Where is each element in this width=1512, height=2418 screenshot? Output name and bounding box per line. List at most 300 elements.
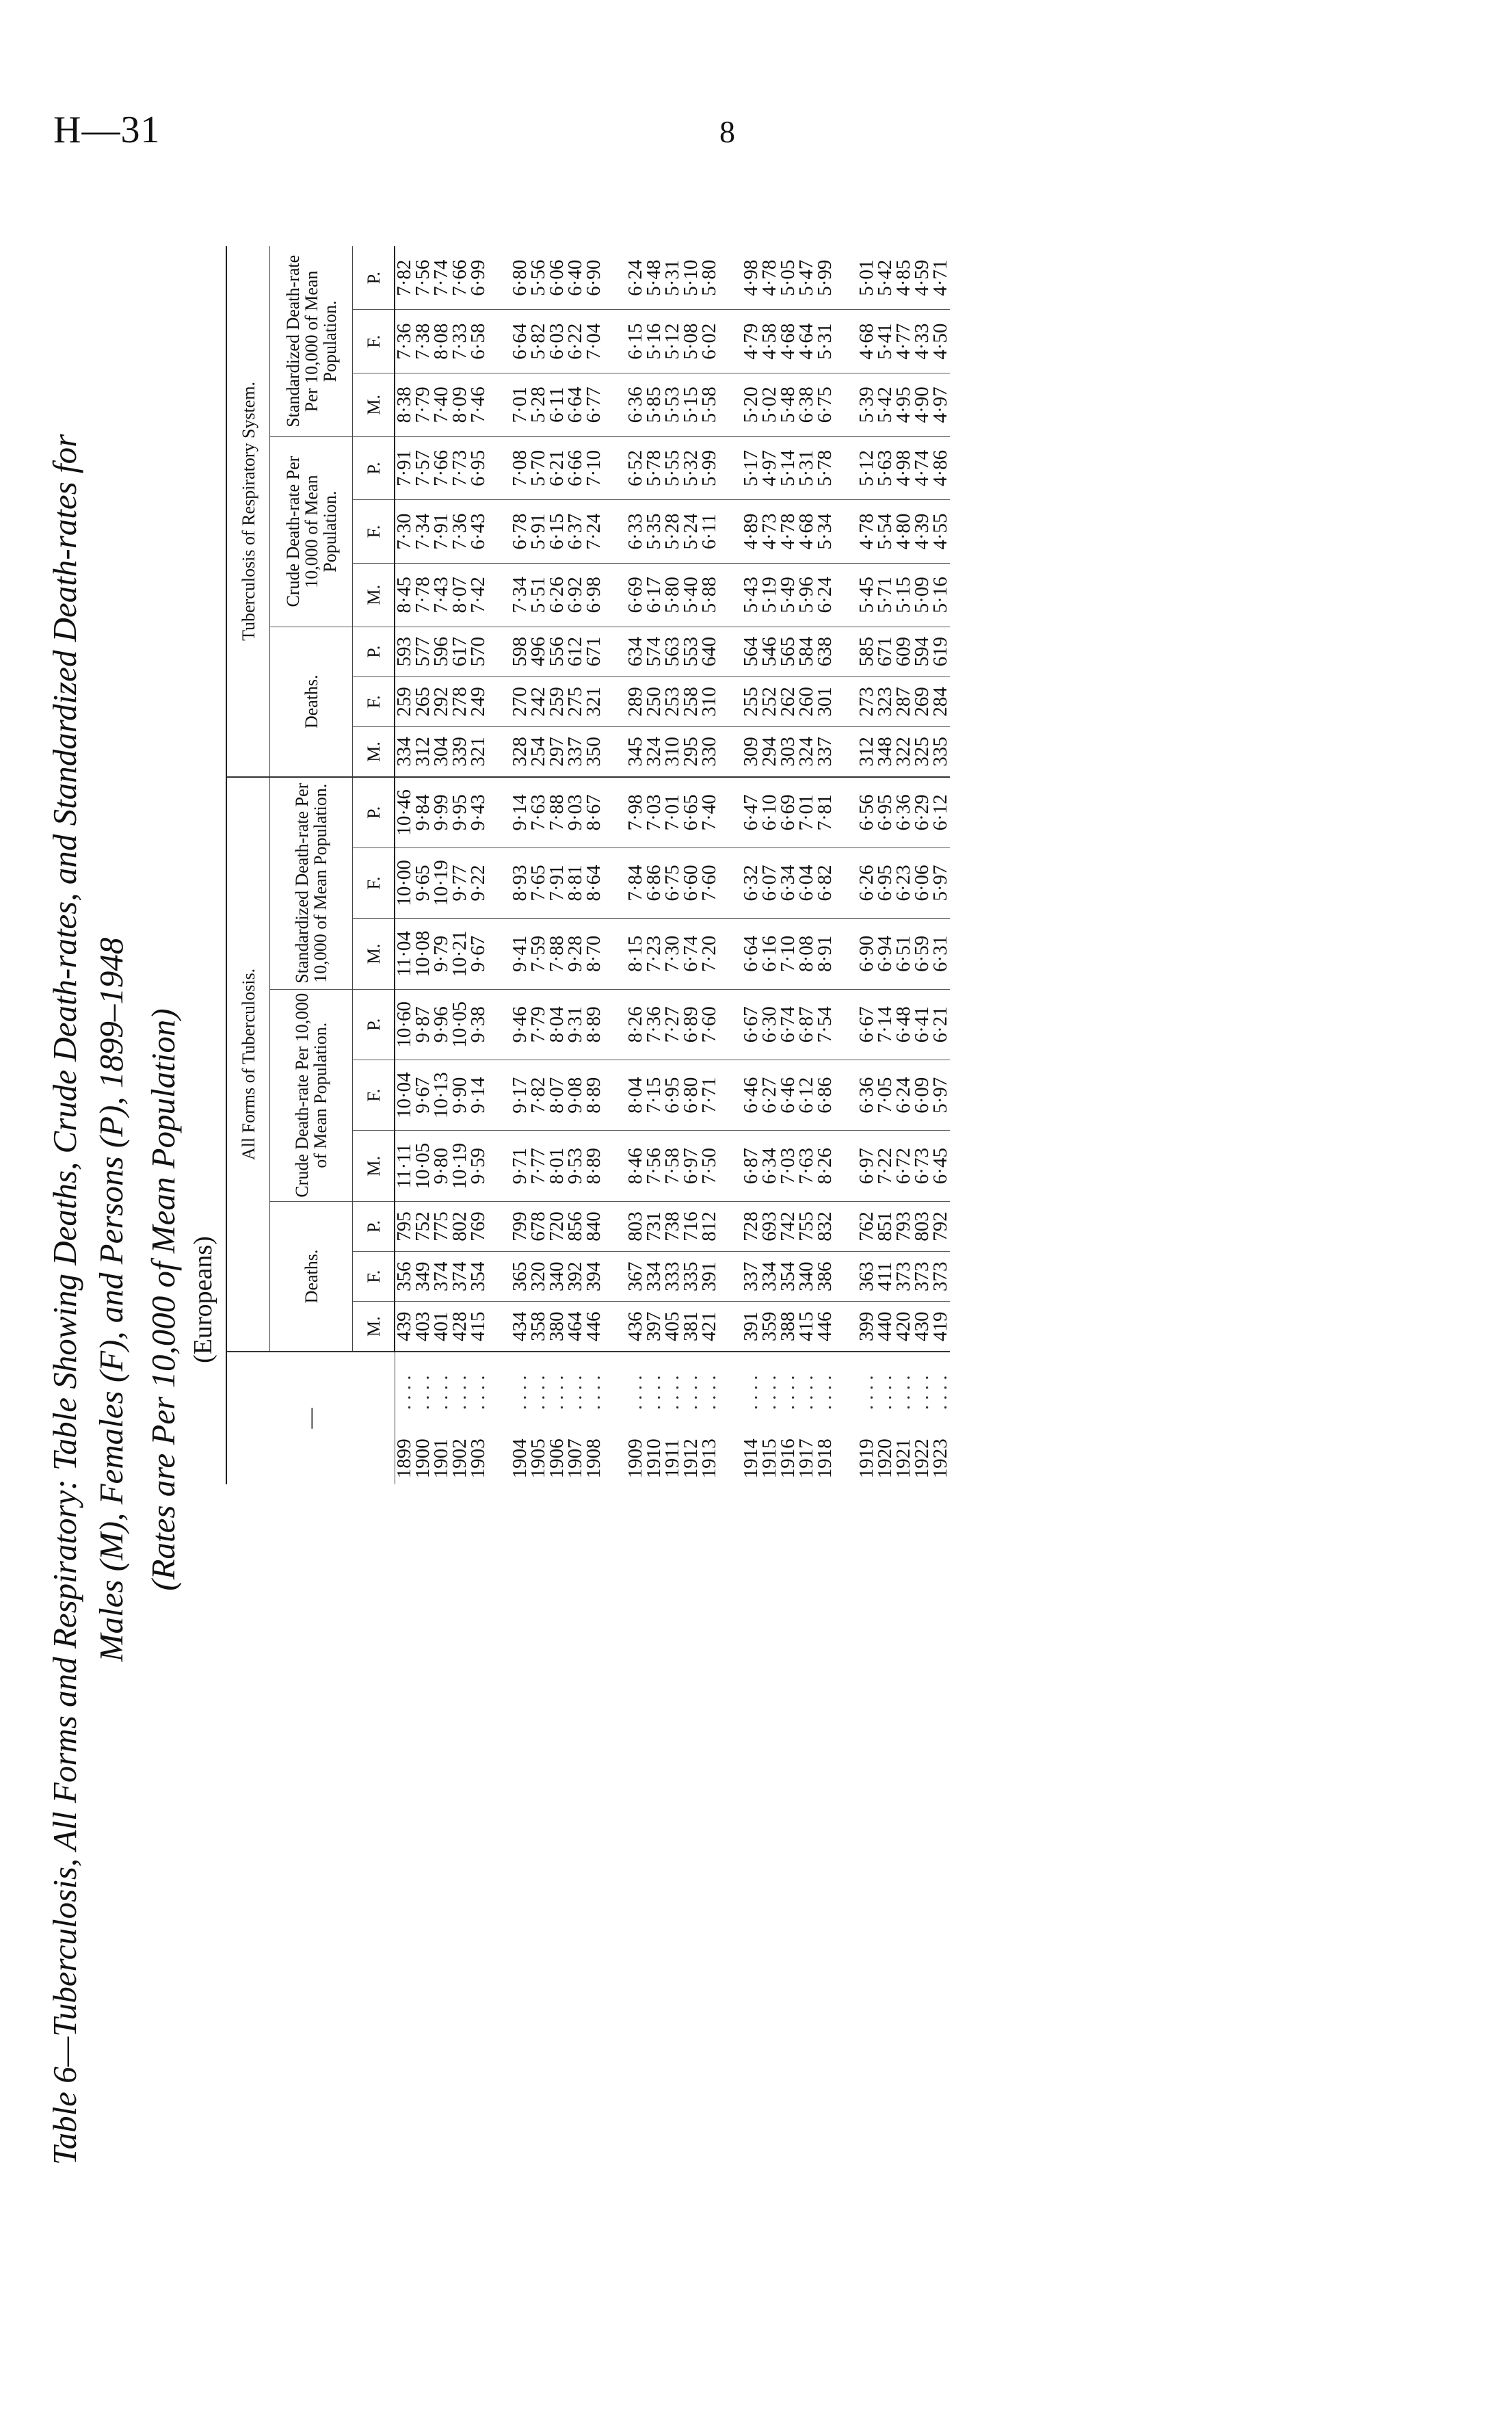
value-cell: 446 xyxy=(816,1302,834,1352)
value-cell: 762 xyxy=(858,1201,876,1251)
value-cell: 310 xyxy=(663,727,682,777)
value-cell: 678 xyxy=(529,1201,548,1251)
year-cell: 1915 xyxy=(758,1438,780,1479)
value-cell: 11·11 xyxy=(395,1131,414,1201)
value-cell: 6·16 xyxy=(760,919,779,989)
value-cell: 354 xyxy=(469,1252,488,1302)
value-cell: 312 xyxy=(414,727,432,777)
value-cell: 7·78 xyxy=(414,563,432,627)
value-cell: 4·33 xyxy=(913,310,931,373)
value-cell: 6·99 xyxy=(469,246,488,310)
value-cell: 242 xyxy=(529,676,548,726)
value-cell: 9·71 xyxy=(511,1131,529,1201)
table-row xyxy=(469,246,488,1484)
leader-dots: . . . . xyxy=(509,1375,531,1410)
deaths-header-all: Deaths. xyxy=(270,1201,353,1352)
value-cell: 335 xyxy=(682,1252,700,1302)
value-cell: 856 xyxy=(566,1201,585,1251)
value-cell: 334 xyxy=(760,1252,779,1302)
value-cell: 564 xyxy=(742,627,760,676)
value-cell: 4·68 xyxy=(797,500,816,564)
value-cell: 8·45 xyxy=(395,563,414,627)
value-cell: 6·59 xyxy=(913,919,931,989)
value-cell: 5·35 xyxy=(645,500,663,564)
value-cell: 405 xyxy=(663,1302,682,1352)
value-cell: 9·90 xyxy=(451,1060,469,1131)
value-cell: 5·54 xyxy=(876,500,894,564)
value-cell: 8·01 xyxy=(548,1131,566,1201)
value-cell: 5·51 xyxy=(529,563,548,627)
value-cell: 8·09 xyxy=(451,373,469,436)
value-cell: 4·97 xyxy=(760,436,779,500)
col-m: M. xyxy=(353,727,395,777)
value-cell: 9·95 xyxy=(451,777,469,847)
value-cell: 340 xyxy=(797,1252,816,1302)
value-cell: 321 xyxy=(469,727,488,777)
value-cell: 4·58 xyxy=(760,310,779,373)
value-cell: 6·27 xyxy=(760,1060,779,1131)
value-cell: 5·28 xyxy=(663,500,682,564)
value-cell: 598 xyxy=(511,627,529,676)
value-cell: 5·80 xyxy=(700,246,719,310)
value-cell: 4·78 xyxy=(760,246,779,310)
value-cell: 9·31 xyxy=(566,989,585,1060)
value-cell: 6·89 xyxy=(682,989,700,1060)
value-cell: 7·54 xyxy=(816,989,834,1060)
value-cell: 415 xyxy=(469,1302,488,1352)
value-cell: 6·31 xyxy=(931,919,950,989)
value-cell: 5·55 xyxy=(663,436,682,500)
value-cell: 6·07 xyxy=(760,847,779,918)
value-cell: 333 xyxy=(663,1252,682,1302)
value-cell: 287 xyxy=(894,676,913,726)
value-cell: 612 xyxy=(566,627,585,676)
table-row xyxy=(548,246,566,1484)
value-cell: 6·38 xyxy=(797,373,816,436)
value-cell: 6·80 xyxy=(511,246,529,310)
value-cell: 640 xyxy=(700,627,719,676)
col-m: M. xyxy=(353,919,395,989)
value-cell: 345 xyxy=(626,727,645,777)
value-cell: 297 xyxy=(548,727,566,777)
value-cell: 9·53 xyxy=(566,1131,585,1201)
value-cell: 4·78 xyxy=(858,500,876,564)
table-row xyxy=(663,246,682,1484)
value-cell: 249 xyxy=(469,676,488,726)
value-cell: 6·24 xyxy=(626,246,645,310)
leader-dots: . . . . xyxy=(814,1375,836,1410)
value-cell: 8·64 xyxy=(585,847,603,918)
value-cell: 5·48 xyxy=(779,373,797,436)
value-cell: 5·28 xyxy=(529,373,548,436)
leader-dots: . . . . xyxy=(393,1375,415,1410)
table-row xyxy=(816,246,834,1484)
value-cell: 8·93 xyxy=(511,847,529,918)
value-cell: 596 xyxy=(432,627,451,676)
value-cell: 6·45 xyxy=(931,1131,950,1201)
table-row xyxy=(529,246,548,1484)
value-cell: 6·78 xyxy=(511,500,529,564)
year-cell: 1911 xyxy=(661,1438,683,1478)
value-cell: 10·60 xyxy=(395,989,414,1060)
tuberculosis-table xyxy=(226,246,950,1484)
value-cell: 5·40 xyxy=(682,563,700,627)
value-cell: 5·01 xyxy=(858,246,876,310)
leader-dots: . . . . xyxy=(758,1375,780,1410)
value-cell: 5·10 xyxy=(682,246,700,310)
value-cell: 7·82 xyxy=(395,246,414,310)
year-cell: 1923 xyxy=(929,1438,951,1479)
value-cell: 262 xyxy=(779,676,797,726)
value-cell: 260 xyxy=(797,676,816,726)
value-cell: 5·31 xyxy=(797,436,816,500)
value-cell: 6·12 xyxy=(931,777,950,847)
value-cell: 6·90 xyxy=(585,246,603,310)
value-cell: 9·80 xyxy=(432,1131,451,1201)
value-cell: 8·07 xyxy=(548,1060,566,1131)
value-cell: 7·04 xyxy=(585,310,603,373)
value-cell: 6·87 xyxy=(797,989,816,1060)
value-cell: 851 xyxy=(876,1201,894,1251)
value-cell: 4·50 xyxy=(931,310,950,373)
value-cell: 7·98 xyxy=(626,777,645,847)
value-cell: 7·22 xyxy=(876,1131,894,1201)
value-cell: 671 xyxy=(585,627,603,676)
value-cell: 446 xyxy=(585,1302,603,1352)
table-row xyxy=(858,246,876,1484)
col-p: P. xyxy=(353,436,395,500)
value-cell: 7·01 xyxy=(797,777,816,847)
value-cell: 6·24 xyxy=(816,563,834,627)
leader-dots: . . . . xyxy=(527,1375,549,1410)
value-cell: 6·86 xyxy=(816,1060,834,1131)
page-identifier: H—31 xyxy=(53,109,161,151)
value-cell: 4·77 xyxy=(894,310,913,373)
value-cell: 11·04 xyxy=(395,919,414,989)
col-f: F. xyxy=(353,676,395,726)
year-cell: 1910 xyxy=(643,1438,665,1479)
value-cell: 570 xyxy=(469,627,488,676)
value-cell: 337 xyxy=(742,1252,760,1302)
value-cell: 546 xyxy=(760,627,779,676)
value-cell: 258 xyxy=(682,676,700,726)
value-cell: 339 xyxy=(451,727,469,777)
value-cell: 6·26 xyxy=(548,563,566,627)
value-cell: 420 xyxy=(894,1302,913,1352)
value-cell: 6·04 xyxy=(797,847,816,918)
value-cell: 7·34 xyxy=(414,500,432,564)
value-cell: 609 xyxy=(894,627,913,676)
value-cell: 415 xyxy=(797,1302,816,1352)
table-title-line-2: Males (M), Females (F), and Persons (P), 1899–1948 xyxy=(92,937,130,1662)
value-cell: 4·85 xyxy=(894,246,913,310)
value-cell: 832 xyxy=(816,1201,834,1251)
value-cell: 295 xyxy=(682,727,700,777)
value-cell: 716 xyxy=(682,1201,700,1251)
value-cell: 9·38 xyxy=(469,989,488,1060)
table-row xyxy=(797,246,816,1484)
table-row xyxy=(760,246,779,1484)
value-cell: 9·67 xyxy=(414,1060,432,1131)
value-cell: 8·89 xyxy=(585,989,603,1060)
leader-dots: . . . . xyxy=(740,1375,762,1410)
value-cell: 273 xyxy=(858,676,876,726)
table-row xyxy=(395,246,414,1484)
value-cell: 9·14 xyxy=(511,777,529,847)
value-cell: 350 xyxy=(585,727,603,777)
value-cell: 5·99 xyxy=(816,246,834,310)
value-cell: 399 xyxy=(858,1302,876,1352)
year-cell: 1904 xyxy=(509,1438,531,1479)
value-cell: 7·08 xyxy=(511,436,529,500)
standardized-header-all: Standardized Death-rate Per 10,000 of Mean Population. xyxy=(270,777,353,989)
value-cell: 374 xyxy=(432,1252,451,1302)
value-cell: 5·34 xyxy=(816,500,834,564)
value-cell: 7·30 xyxy=(663,919,682,989)
value-cell: 6·97 xyxy=(858,1131,876,1201)
value-cell: 10·21 xyxy=(451,919,469,989)
value-cell: 728 xyxy=(742,1201,760,1251)
group-spacer xyxy=(719,246,742,1484)
col-p: P. xyxy=(353,989,395,1060)
value-cell: 324 xyxy=(797,727,816,777)
year-cell: 1921 xyxy=(892,1438,914,1479)
value-cell: 9·46 xyxy=(511,989,529,1060)
value-cell: 7·60 xyxy=(700,847,719,918)
year-cell: 1916 xyxy=(777,1438,799,1479)
value-cell: 556 xyxy=(548,627,566,676)
value-cell: 254 xyxy=(529,727,548,777)
value-cell: 335 xyxy=(931,727,950,777)
value-cell: 4·98 xyxy=(742,246,760,310)
value-cell: 6·52 xyxy=(626,436,645,500)
value-cell: 6·29 xyxy=(913,777,931,847)
col-p: P. xyxy=(353,627,395,676)
value-cell: 421 xyxy=(700,1302,719,1352)
value-cell: 6·97 xyxy=(682,1131,700,1201)
value-cell: 349 xyxy=(414,1252,432,1302)
value-cell: 7·91 xyxy=(548,847,566,918)
table-row xyxy=(913,246,931,1484)
value-cell: 6·67 xyxy=(858,989,876,1060)
value-cell: 4·55 xyxy=(931,500,950,564)
value-cell: 325 xyxy=(913,727,931,777)
value-cell: 769 xyxy=(469,1201,488,1251)
value-cell: 6·87 xyxy=(742,1131,760,1201)
leader-dots: . . . . xyxy=(680,1375,702,1410)
value-cell: 7·05 xyxy=(876,1060,894,1131)
col-m: M. xyxy=(353,373,395,436)
value-cell: 4·86 xyxy=(931,436,950,500)
value-cell: 7·59 xyxy=(529,919,548,989)
value-cell: 6·15 xyxy=(548,500,566,564)
value-cell: 4·71 xyxy=(931,246,950,310)
value-cell: 671 xyxy=(876,627,894,676)
value-cell: 6·95 xyxy=(663,1060,682,1131)
value-cell: 4·74 xyxy=(913,436,931,500)
value-cell: 289 xyxy=(626,676,645,726)
value-cell: 6·94 xyxy=(876,919,894,989)
value-cell: 7·88 xyxy=(548,919,566,989)
leader-dots: . . . . xyxy=(430,1375,452,1410)
value-cell: 4·97 xyxy=(931,373,950,436)
leader-dots: . . . . xyxy=(643,1375,665,1410)
table-row xyxy=(876,246,894,1484)
value-cell: 9·65 xyxy=(414,847,432,918)
table-row xyxy=(700,246,719,1484)
value-cell: 278 xyxy=(451,676,469,726)
value-cell: 386 xyxy=(816,1252,834,1302)
value-cell: 5·96 xyxy=(797,563,816,627)
table-row xyxy=(742,246,760,1484)
leader-dots: . . . . xyxy=(892,1375,914,1410)
value-cell: 7·10 xyxy=(585,436,603,500)
standardized-header-resp: Standardized Death-rate Per 10,000 of Mean Population. xyxy=(270,246,353,436)
value-cell: 6·21 xyxy=(548,436,566,500)
value-cell: 340 xyxy=(548,1252,566,1302)
value-cell: 380 xyxy=(548,1302,566,1352)
value-cell: 6·15 xyxy=(626,310,645,373)
value-cell: 356 xyxy=(395,1252,414,1302)
value-cell: 5·32 xyxy=(682,436,700,500)
value-cell: 5·08 xyxy=(682,310,700,373)
value-cell: 6·98 xyxy=(585,563,603,627)
value-cell: 328 xyxy=(511,727,529,777)
value-cell: 367 xyxy=(626,1252,645,1302)
value-cell: 284 xyxy=(931,676,950,726)
value-cell: 5·78 xyxy=(645,436,663,500)
value-cell: 6·69 xyxy=(626,563,645,627)
rotated-table-region xyxy=(0,192,1512,2408)
leader-dots: . . . . xyxy=(467,1375,489,1410)
value-cell: 6·06 xyxy=(548,246,566,310)
value-cell: 7·79 xyxy=(414,373,432,436)
value-cell: 5·24 xyxy=(682,500,700,564)
value-cell: 6·86 xyxy=(645,847,663,918)
value-cell: 7·63 xyxy=(797,1131,816,1201)
value-cell: 6·74 xyxy=(779,989,797,1060)
value-cell: 7·91 xyxy=(432,500,451,564)
value-cell: 8·81 xyxy=(566,847,585,918)
value-cell: 4·90 xyxy=(913,373,931,436)
value-cell: 6·72 xyxy=(894,1131,913,1201)
col-m: M. xyxy=(353,1131,395,1201)
value-cell: 6·56 xyxy=(858,777,876,847)
leader-dots: . . . . xyxy=(874,1375,896,1410)
value-cell: 9·87 xyxy=(414,989,432,1060)
value-cell: 373 xyxy=(894,1252,913,1302)
value-cell: 7·81 xyxy=(816,777,834,847)
value-cell: 9·99 xyxy=(432,777,451,847)
value-cell: 7·74 xyxy=(432,246,451,310)
value-cell: 259 xyxy=(395,676,414,726)
group-header-respiratory: Tuberculosis of Respiratory System. xyxy=(226,246,270,777)
value-cell: 388 xyxy=(779,1302,797,1352)
value-cell: 8·08 xyxy=(432,310,451,373)
value-cell: 430 xyxy=(913,1302,931,1352)
value-cell: 8·07 xyxy=(451,563,469,627)
value-cell: 7·84 xyxy=(626,847,645,918)
value-cell: 9·28 xyxy=(566,919,585,989)
value-cell: 5·16 xyxy=(645,310,663,373)
value-cell: 812 xyxy=(700,1201,719,1251)
value-cell: 7·71 xyxy=(700,1060,719,1131)
value-cell: 5·42 xyxy=(876,246,894,310)
value-cell: 8·91 xyxy=(816,919,834,989)
value-cell: 9·22 xyxy=(469,847,488,918)
value-cell: 6·34 xyxy=(779,847,797,918)
value-cell: 250 xyxy=(645,676,663,726)
table-subtitle: (Rates are Per 10,000 of Mean Population) xyxy=(144,1008,182,1591)
value-cell: 6·22 xyxy=(566,310,585,373)
year-cell: 1914 xyxy=(740,1438,762,1479)
value-cell: 7·82 xyxy=(529,1060,548,1131)
value-cell: 6·37 xyxy=(566,500,585,564)
value-cell: 577 xyxy=(414,627,432,676)
value-cell: 6·48 xyxy=(894,989,913,1060)
value-cell: 6·09 xyxy=(913,1060,931,1131)
year-cell: 1919 xyxy=(856,1438,877,1479)
year-cell: 1902 xyxy=(449,1438,470,1479)
value-cell: 6·11 xyxy=(548,373,566,436)
value-cell: 6·36 xyxy=(858,1060,876,1131)
value-cell: 10·04 xyxy=(395,1060,414,1131)
value-cell: 840 xyxy=(585,1201,603,1251)
year-cell: 1903 xyxy=(467,1438,489,1479)
value-cell: 6·65 xyxy=(682,777,700,847)
value-cell: 252 xyxy=(760,676,779,726)
group-spacer xyxy=(488,246,511,1484)
value-cell: 259 xyxy=(548,676,566,726)
value-cell: 7·36 xyxy=(395,310,414,373)
value-cell: 334 xyxy=(395,727,414,777)
value-cell: 5·31 xyxy=(816,310,834,373)
value-cell: 401 xyxy=(432,1302,451,1352)
leader-dots: . . . . xyxy=(564,1375,586,1410)
value-cell: 411 xyxy=(876,1252,894,1302)
value-cell: 7·03 xyxy=(645,777,663,847)
year-cell: 1899 xyxy=(393,1438,415,1479)
value-cell: 8·89 xyxy=(585,1131,603,1201)
value-cell: 6·66 xyxy=(566,436,585,500)
value-cell: 7·46 xyxy=(469,373,488,436)
value-cell: 7·30 xyxy=(395,500,414,564)
value-cell: 5·41 xyxy=(876,310,894,373)
value-cell: 10·19 xyxy=(451,1131,469,1201)
value-cell: 359 xyxy=(760,1302,779,1352)
value-cell: 9·77 xyxy=(451,847,469,918)
value-cell: 6·75 xyxy=(816,373,834,436)
table-row xyxy=(414,246,432,1484)
value-cell: 7·56 xyxy=(645,1131,663,1201)
value-cell: 397 xyxy=(645,1302,663,1352)
value-cell: 5·15 xyxy=(894,563,913,627)
value-cell: 792 xyxy=(931,1201,950,1251)
table-row xyxy=(566,246,585,1484)
value-cell: 6·95 xyxy=(876,847,894,918)
value-cell: 6·17 xyxy=(645,563,663,627)
stub-header: — xyxy=(226,1352,395,1484)
col-f: F. xyxy=(353,310,395,373)
value-cell: 9·96 xyxy=(432,989,451,1060)
value-cell: 5·48 xyxy=(645,246,663,310)
value-cell: 4·59 xyxy=(913,246,931,310)
col-p: P. xyxy=(353,777,395,847)
value-cell: 7·60 xyxy=(700,989,719,1060)
value-cell: 5·42 xyxy=(876,373,894,436)
value-cell: 419 xyxy=(931,1302,950,1352)
value-cell: 5·12 xyxy=(858,436,876,500)
